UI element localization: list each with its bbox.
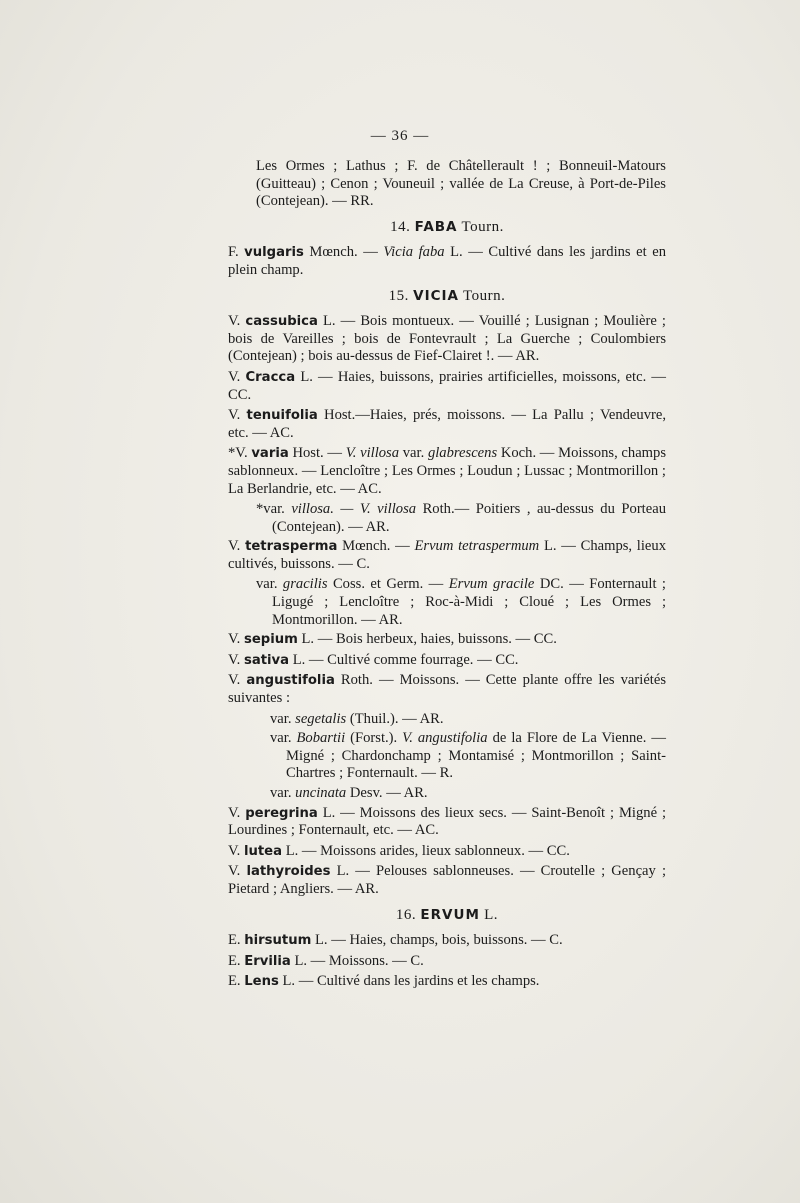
entry-vicia-sepium: V. sepium L. — Bois herbeux, haies, buissons. — CC. [228, 631, 557, 648]
variety-segetalis: var. segetalis (Thuil.). — AR. [270, 710, 444, 727]
variety-uncinata: var. uncinata Desv. — AR. [270, 785, 428, 801]
page-text [228, 158, 666, 994]
entry-vicia-angustifolia: V. angustifolia Roth. — Moissons. — Cette plante offre les variétés suivantes : [228, 672, 667, 707]
entry-vicia-sativa: V. sativa L. — Cultivé comme fourrage. — CC. [228, 651, 519, 668]
genus-heading-ervum: 16. ERVUM L. [395, 906, 499, 923]
genus-heading-vicia: 15. VICIA Tourn. [388, 287, 506, 304]
page-number: — 36 — [370, 128, 430, 144]
entry-vicia-peregrina: V. peregrina L. — Moissons des lieux secs. — Saint-Benoît ; Migné ; Lourdines ; Fonternault, etc. — AC. [228, 804, 666, 839]
entry-faba-vulgaris: F. vulgaris Mœnch. — Vicia faba L. — Cultivé dans les jardins et en plein champ. [228, 244, 666, 278]
variety-gracilis: var. gracilis Coss. et Germ. — Ervum gracile DC. — Fonternault ; Ligugé ; Lencloître ; Roc-à-Midi ; Cloué ; Les Ormes ; Montmorillon. — AR. [256, 576, 666, 628]
entry-vicia-tetrasperma: V. tetrasperma Mœnch. — Ervum tetraspermum L. — Champs, lieux cultivés, buissons. — C. [228, 538, 666, 572]
entry-vicia-cracca: V. Cracca L. — Haies, buissons, prairies artificielles, moissons, etc. — CC. [228, 368, 666, 403]
variety-villosa: *var. villosa. — V. villosa Roth.— Poitiers , au-dessus du Porteau (Contejean). — AR. [256, 501, 666, 535]
entry-vicia-lathyroides: V. lathyroides L. — Pelouses sablonneuses. — Croutelle ; Gençay ; Pietard ; Angliers. — AR. [228, 863, 666, 897]
entry-vicia-varia: *V. varia Host. — V. villosa var. glabrescens Koch. — Moissons, champs sablonneux. — Lencloître ; Les Ormes ; Loudun ; Lussac ; Montmorillon ; La Berlandrie, etc. — AC. [228, 445, 667, 497]
entry-vicia-lutea: V. lutea L. — Moissons arides, lieux sablonneux. — CC. [228, 842, 570, 859]
genus-heading-faba: 14. FABA Tourn. [390, 218, 504, 235]
entry-vicia-cassubica: V. cassubica L. — Bois montueux. — Vouillé ; Lusignan ; Moulière ; bois de Vareilles ; bois de Fontevrault ; La Guerche ; Coulombiers (Contejean) ; bois au-dessus de Fief-Clairet !. — AR. [228, 313, 666, 365]
entry-ervum-ervilia: E. Ervilia L. — Moissons. — C. [228, 952, 424, 969]
intro-paragraph: Les Ormes ; Lathus ; F. de Châtellerault ! ; Bonneuil-Matours (Guitteau) ; Cenon ; Vouneuil ; vallée de La Creuse, à Port-de-Piles (Contejean). — RR. [256, 158, 666, 210]
entry-vicia-tenuifolia: V. tenuifolia Host.—Haies, prés, moissons. — La Pallu ; Vendeuvre, etc. — AC. [228, 407, 666, 441]
entry-ervum-hirsutum: E. hirsutum L. — Haies, champs, bois, buissons. — C. [228, 932, 563, 949]
variety-bobartii: var. Bobartii (Forst.). V. angustifolia de la Flore de La Vienne. — Migné ; Chardonchamp ; Montamisé ; Montmorillon ; Saint-Chartres ; Fonternault. — R. [270, 730, 667, 782]
entry-ervum-lens: E. Lens L. — Cultivé dans les jardins et les champs. [228, 973, 540, 990]
